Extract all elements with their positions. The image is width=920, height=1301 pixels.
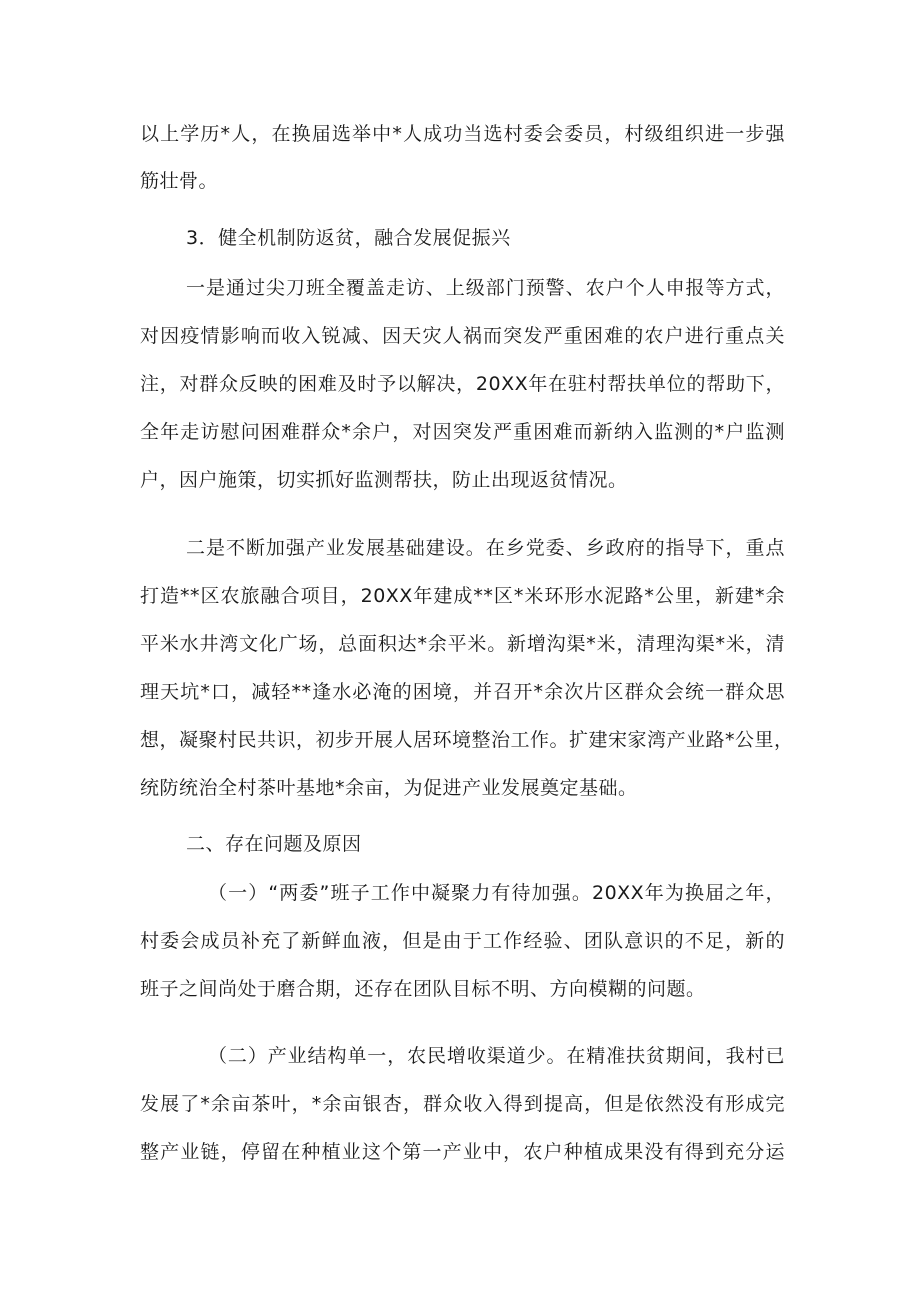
text-line: 发展了*余亩茶叶，*余亩银杏，群众收入得到提高，但是依然没有形成完	[140, 1093, 785, 1115]
text-line: （一）“两委”班子工作中凝聚力有待加强。20XX年为换届之年，	[208, 882, 785, 904]
section-heading: 3．健全机制防返贫，融合发展促振兴	[186, 227, 511, 249]
text-line: 二是不断加强产业发展基础建设。在乡党委、乡政府的指导下，重点	[186, 537, 785, 559]
text-line: 打造**区农旅融合项目，20XX年建成**区*米环形水泥路*公里，新建*余	[140, 585, 785, 607]
text-line: 班子之间尚处于磨合期，还存在团队目标不明、方向模糊的问题。	[140, 978, 706, 1000]
text-line: 对因疫情影响而收入锐减、因天灾人祸而突发严重困难的农户进行重点关	[140, 325, 785, 347]
text-line: 筋壮骨。	[140, 170, 219, 192]
text-line: 平米水井湾文化广场，总面积达*余平米。新增沟渠*米，清理沟渠*米，清	[140, 633, 785, 655]
text-line: （二）产业结构单一，农民增收渠道少。在精准扶贫期间，我村已	[208, 1045, 785, 1067]
text-line: 户，因户施策，切实抓好监测帮扶，防止出现返贫情况。	[140, 469, 628, 491]
text-line: 理天坑*口，减轻**逢水必淹的困境，并召开*余次片区群众会统一群众思	[140, 681, 785, 703]
text-line: 以上学历*人，在换届选举中*人成功当选村委会委员，村级组织进一步强	[140, 123, 785, 145]
text-line: 全年走访慰问困难群众*余户，对因突发严重困难而新纳入监测的*户监测	[140, 421, 785, 443]
text-line: 整产业链，停留在种植业这个第一产业中，农户种植成果没有得到充分运	[140, 1141, 785, 1163]
text-line: 一是通过尖刀班全覆盖走访、上级部门预警、农户个人申报等方式，	[186, 277, 785, 299]
text-line: 统防统治全村茶叶基地*余亩，为促进产业发展奠定基础。	[140, 777, 638, 799]
text-line: 想，凝聚村民共识，初步开展人居环境整治工作。扩建宋家湾产业路*公里，	[140, 729, 794, 751]
text-line: 村委会成员补充了新鲜血液，但是由于工作经验、团队意识的不足，新的	[140, 930, 785, 952]
section-heading: 二、存在问题及原因	[186, 833, 362, 855]
text-line: 注，对群众反映的困难及时予以解决，20XX年在驻村帮扶单位的帮助下，	[140, 373, 785, 395]
